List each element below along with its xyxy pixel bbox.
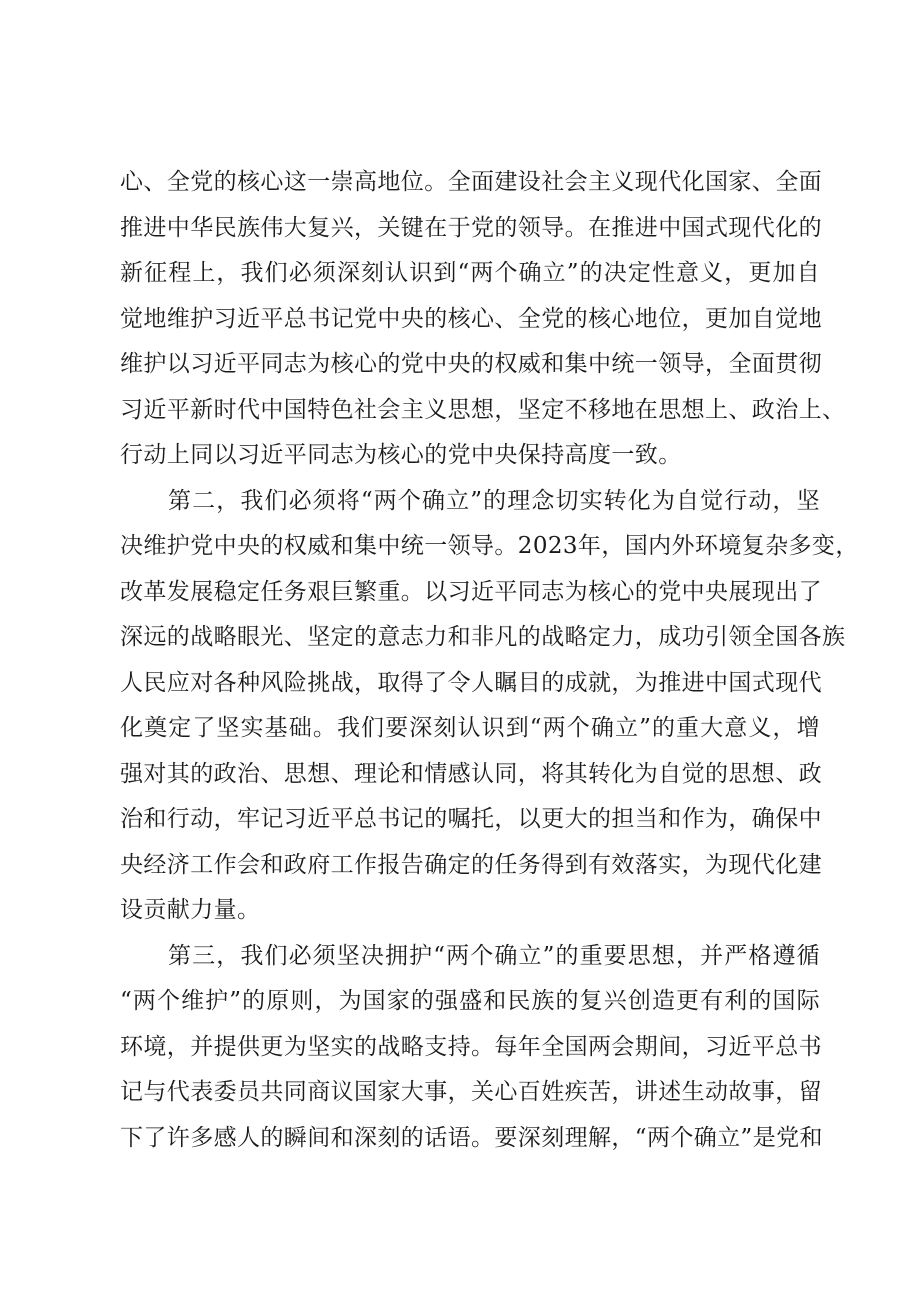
text-line: 维护以习近平同志为核心的党中央的权威和集中统一领导，全面贯彻	[120, 351, 822, 377]
text-line: 习近平新时代中国特色社会主义思想，坚定不移地在思想上、政治上、	[120, 396, 846, 423]
body-text	[120, 160, 859, 1161]
text-line: 环境，并提供更为坚实的战略支持。每年全国两会期间，习近平总书	[120, 1033, 822, 1060]
text-line: 设贡献力量。	[120, 897, 261, 923]
text-line: 化奠定了坚实基础。我们要深刻认识到“两个确立”的重大意义，增	[120, 715, 820, 741]
text-line: 行动上同以习近平同志为核心的党中央保持高度一致。	[120, 442, 682, 468]
text-line: 深远的战略眼光、坚定的意志力和非凡的战略定力，成功引领全国各族	[120, 624, 846, 650]
text-line: 觉地维护习近平总书记党中央的核心、全党的核心地位，更加自觉地	[120, 305, 822, 332]
text-line: 人民应对各种风险挑战，取得了令人瞩目的成就，为推进中国式现代	[120, 669, 822, 696]
text-line: 新征程上，我们必须深刻认识到“两个确立”的决定性意义，更加自	[120, 260, 820, 286]
text-line: 下了许多感人的瞬间和深刻的话语。要深刻理解，“两个确立”是党和	[120, 1124, 823, 1151]
text-line: 央经济工作会和政府工作报告确定的任务得到有效落实，为现代化建	[120, 851, 822, 878]
text-line: 决维护党中央的权威和集中统一领导。2023年，国内外环境复杂多变，	[120, 533, 859, 559]
text-line: 推进中华民族伟大复兴，关键在于党的领导。在推进中国式现代化的	[120, 214, 822, 241]
text-line: “两个维护”的原则，为国家的强盛和民族的复兴创造更有利的国际	[120, 988, 820, 1014]
text-line: 治和行动，牢记习近平总书记的嘱托，以更大的担当和作为，确保中	[120, 806, 822, 832]
text-line: 改革发展稳定任务艰巨繁重。以习近平同志为核心的党中央展现出了	[120, 578, 822, 605]
paragraph-first-line: 第二，我们必须将“两个确立”的理念切实转化为自觉行动，坚	[168, 487, 820, 514]
text-line: 强对其的政治、思想、理论和情感认同，将其转化为自觉的思想、政	[120, 760, 822, 787]
text-line: 心、全党的核心这一崇高地位。全面建设社会主义现代化国家、全面	[120, 169, 822, 195]
text-line: 记与代表委员共同商议国家大事，关心百姓疾苦，讲述生动故事，留	[120, 1079, 822, 1105]
paragraph-first-line: 第三，我们必须坚决拥护“两个确立”的重要思想，并严格遵循	[168, 942, 820, 969]
